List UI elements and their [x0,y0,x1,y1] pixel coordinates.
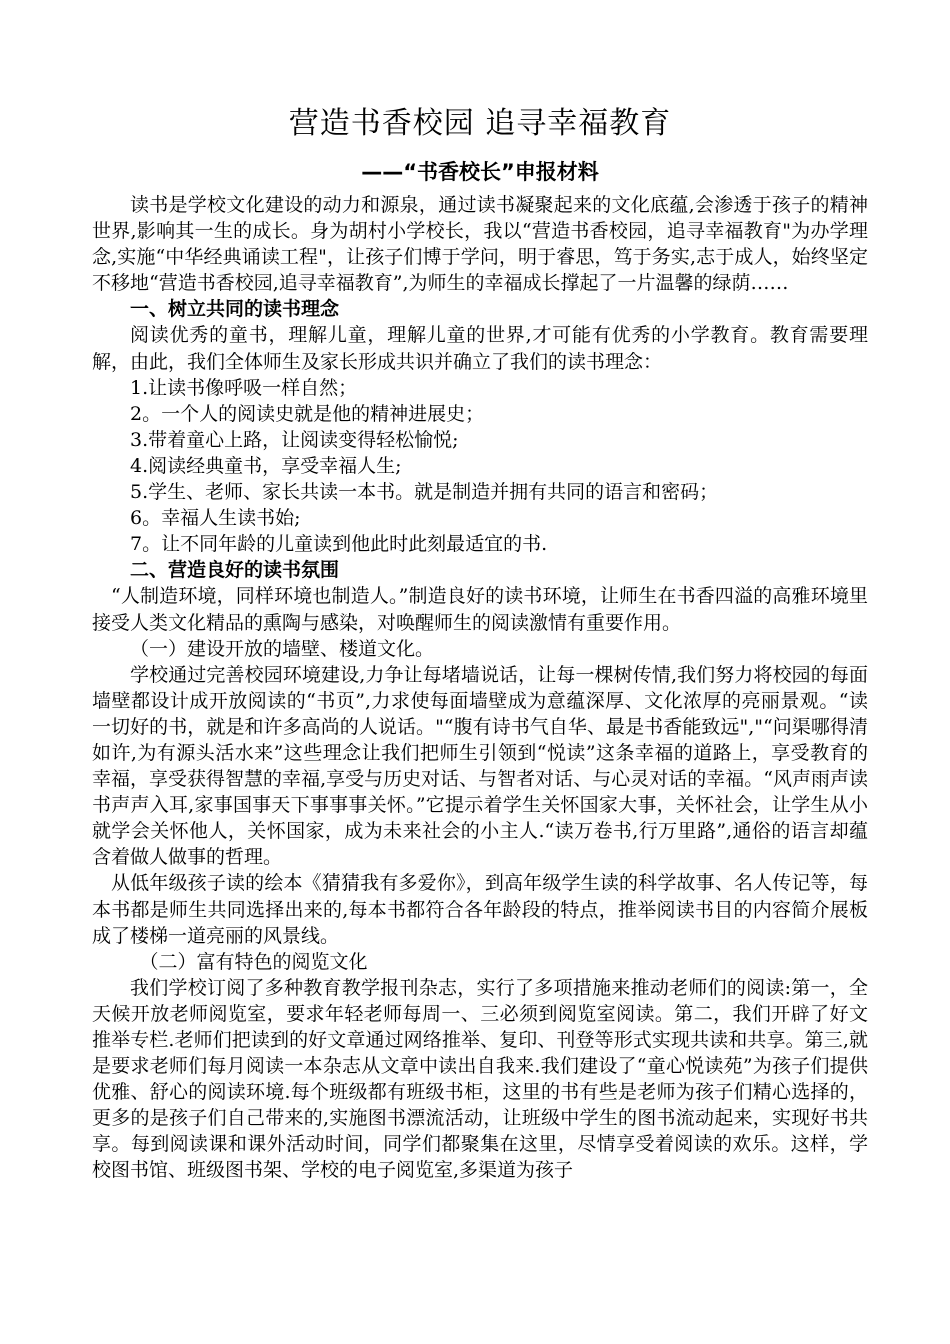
list-item: 5.学生、老师、家长共读一本书。就是制造并拥有共同的语言和密码； [130,481,719,504]
list-item: 1.让读书像呼吸一样自然； [130,376,358,399]
section-heading-1: 一、树立共同的读书理念 [130,298,340,321]
subsection-heading-1: （一）建设开放的墙壁、楼道文化。 [130,637,435,660]
list-item: 6。幸福人生读书始; [130,507,301,530]
list-item: 3.带着童心上路，让阅读变得轻松愉悦; [130,428,459,451]
section1-paragraph: 阅读优秀的童书，理解儿童，理解儿童的世界,才可能有优秀的小学教育。教育需要理解，由此，我们全体师生及家长形成共识并确立了我们的读书理念： [92,324,868,373]
list-item: 2。一个人的阅读史就是他的精神进展史； [130,402,485,425]
subsection1-paragraph-2: 从低年级孩子读的绘本《猜猜我有多爱你》，到高年级学生读的科学故事、名人传记等，每本书都是师生共同选择出来的,每本书都符合各年龄段的特点，推举阅读书目的内容简介展板成了楼梯一道亮丽的风景线。 [92,872,868,947]
document-subtitle: ——“书香校长”申报材料 [361,160,599,184]
document-title: 营造书香校园 追寻幸福教育 [288,106,672,141]
subsection2-paragraph: 我们学校订阅了多种教育教学报刊杂志，实行了多项措施来推动老师们的阅读:第一，全天候开放老师阅览室，要求年轻老师每周一、三必须到阅览室阅读。第二，我们开辟了好文推举专栏.老师们把读到的好文章通过网络推举、复印、刊登等形式实现共读和共享。第三,就是要求老师们每月阅读一本杂志从文章中读出自我来.我们建设了“童心悦读苑”为孩子们提供优雅、舒心的阅读环境.每个班级都有班级书柜，这里的书有些是老师为孩子们精心选择的，更多的是孩子们自己带来的,实施图书漂流活动，让班级中学生的图书流动起来，实现好书共享。每到阅读课和课外活动时间，同学们都聚集在这里，尽情享受着阅读的欢乐。这样，学校图书馆、班级图书架、学校的电子阅览室,多渠道为孩子 [92,976,868,1182]
subsection-heading-2: （二）富有特色的阅览文化 [139,950,368,973]
document-body [92,192,868,1184]
section2-paragraph: “人制造环境，同样环境也制造人。”制造良好的读书环境，让师生在书香四溢的高雅环境里接受人类文化精品的熏陶与感染，对唤醒师生的阅读激情有重要作用。 [92,585,868,634]
subsection1-paragraph-1: 学校通过完善校园环境建设,力争让每堵墙说话，让每一棵树传情,我们努力将校园的每面墙壁都设计成开放阅读的“书页”,力求使每面墙壁成为意蕴深厚、文化浓厚的亮丽景观。“读一切好的书，就是和许多高尚的人说话。"“腹有诗书气自华、最是书香能致远","“问渠哪得清如许,为有源头活水来”这些理念让我们把师生引领到“悦读”这条幸福的道路上，享受教育的幸福，享受获得智慧的幸福,享受与历史对话、与智者对话、与心灵对话的幸福。“风声雨声读书声声入耳,家事国事天下事事事关怀。”它提示着学生关怀国家大事，关怀社会，让学生从小就学会关怀他人，关怀国家，成为未来社会的小主人.“读万卷书,行万里路”,通俗的语言却蕴含着做人做事的哲理。 [92,663,868,869]
section-heading-2: 二、营造良好的读书氛围 [130,559,340,582]
document-page [92,100,868,1184]
intro-paragraph: 读书是学校文化建设的动力和源泉，通过读书凝聚起来的文化底蕴,会渗透于孩子的精神世界,影响其一生的成长。身为胡村小学校长，我以“营造书香校园，追寻幸福教育"为办学理念,实施“中华经典诵读工程"，让孩子们博于学问，明于睿思，笃于务实,志于成人，始终坚定不移地“营造书香校园,追寻幸福教育”,为师生的幸福成长撑起了一片温馨的绿荫…… [92,194,868,295]
list-item: 7。让不同年龄的儿童读到他此时此刻最适宜的书. [130,533,548,556]
list-item: 4.阅读经典童书，享受幸福人生; [130,454,402,477]
